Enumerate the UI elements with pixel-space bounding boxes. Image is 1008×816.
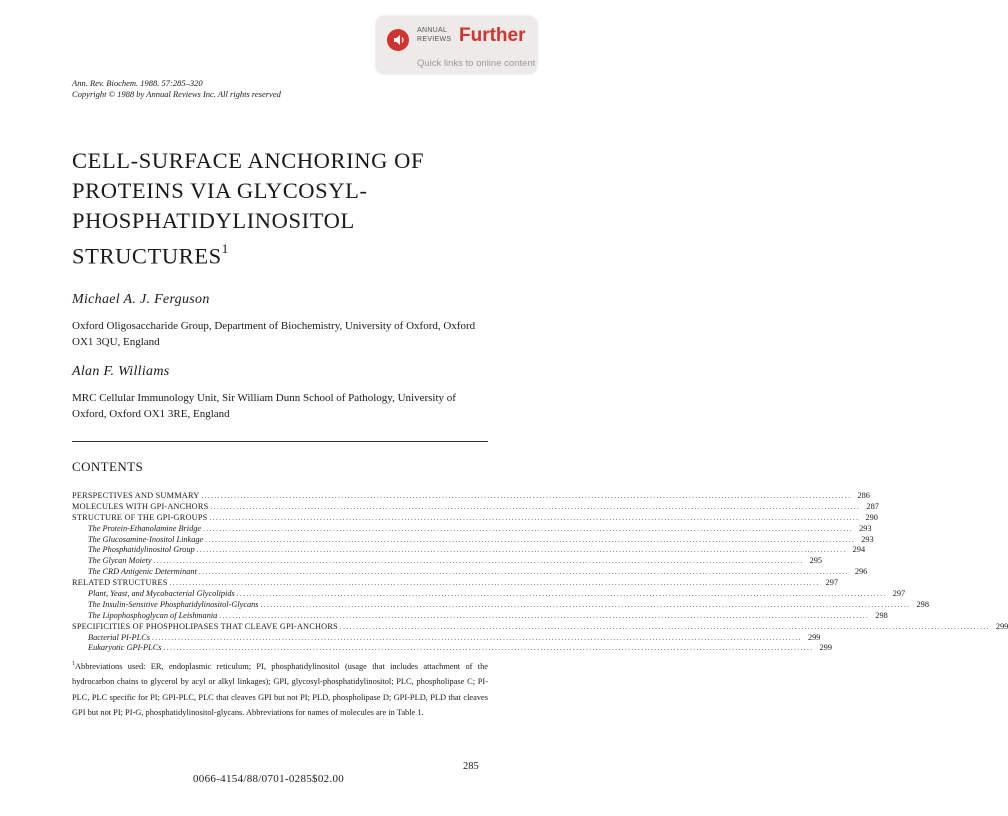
toc-entry-label: PERSPECTIVES AND SUMMARY: [72, 491, 200, 500]
toc-entry[interactable]: [72, 501, 879, 513]
toc-leader-dots: ........................................................................................................................................................................................................: [219, 611, 870, 620]
article-title: [72, 146, 424, 272]
toc-leader-dots: ........................................................................................................................................................................................................: [210, 502, 861, 511]
toc-leader-dots: ........................................................................................................................................................................................................: [152, 633, 802, 642]
toc-entry-label: The Insulin-Sensitive Phosphatidylinositol-Glycans: [88, 599, 259, 609]
toc-entry-page: 297: [825, 578, 839, 588]
toc-leader-dots: ........................................................................................................................................................................................................: [196, 546, 847, 555]
toc-entry[interactable]: [72, 523, 872, 535]
author-affiliation: Oxford Oligosaccharide Group, Department of Biochemistry, University of Oxford, Oxford OX1 3QU, England: [72, 320, 476, 348]
toc-entry-label: The Lipophosphoglycan of Leishmania: [88, 610, 218, 620]
toc-entry[interactable]: [72, 643, 832, 654]
toc-entry-label: Eukaryotic GPI-PLCs: [88, 643, 162, 653]
toc-entry[interactable]: [72, 512, 878, 524]
toc-entry[interactable]: [72, 621, 1008, 633]
section-divider: [72, 441, 488, 442]
author-name: Michael A. J. Ferguson: [72, 292, 210, 307]
toc-entry-page: 294: [852, 545, 866, 555]
toc-entry-label: The Phosphatidylinositol Group: [88, 545, 195, 555]
toc-entry[interactable]: [72, 534, 874, 546]
badge-subtitle: Quick links to online content: [417, 58, 536, 69]
page-number: 285: [463, 761, 479, 772]
toc-leader-dots: ........................................................................................................................................................................................................: [201, 492, 852, 500]
toc-entry-label: The Protein-Ethanolamine Bridge: [88, 523, 202, 533]
toc-leader-dots: ........................................................................................................................................................................................................: [153, 557, 804, 566]
toc-leader-dots: ........................................................................................................................................................................................................: [163, 644, 814, 653]
footnote-text: Abbreviations used: ER, endoplasmic reticulum; PI, phosphatidylinositol (usage that includes attachment of the hydrocarbon chains to glycerol by acyl or alkyl linkages); GPI, glycosyl-phosphatidylinositol; PLC, phospholipase C; PI-PLC, PLC specific for PI; GPI-PLC, PLC that cleaves GPI but not PI; PLD, phospholipase D; GPI-PLD, PLD that cleaves GPI but not PI; PI-G, phosphatidylinositol-glycans. Abbreviations for names of molecules are in Table 1.: [72, 661, 488, 718]
toc-entry[interactable]: [72, 491, 870, 502]
journal-citation: [72, 78, 281, 100]
toc-leader-dots: ........................................................................................................................................................................................................: [236, 590, 887, 599]
abbreviations-footnote: [72, 657, 488, 721]
toc-entry-label: The CRD Antigenic Determinant: [88, 567, 197, 577]
title-line: CELL-SURFACE ANCHORING OF: [72, 148, 425, 173]
title-line: PHOSPHATIDYLINOSITOL: [72, 208, 355, 233]
toc-entry-page: 299: [808, 632, 821, 642]
toc-entry[interactable]: [72, 632, 821, 644]
title-line: [72, 236, 424, 272]
toc-entry-label: MOLECULES WITH GPI-ANCHORS: [72, 501, 209, 511]
badge-brand: Further: [459, 25, 526, 46]
title-footnote-mark: 1: [221, 241, 229, 256]
toc-entry-page: 298: [875, 610, 888, 620]
toc-entry-page: 299: [995, 621, 1008, 631]
speaker-icon: [386, 28, 410, 52]
toc-entry-label: Plant, Yeast, and Mycobacterial Glycolipids: [88, 589, 235, 599]
toc-entry-page: 299: [819, 643, 832, 653]
toc-entry[interactable]: [72, 610, 888, 622]
toc-entry-label: SPECIFICITIES OF PHOSPHOLIPASES THAT CLEAVE GPI-ANCHORS: [72, 621, 338, 631]
toc-entry-label: The Glucosamine-Inositol Linkage: [88, 534, 204, 544]
toc-entry-page: 297: [892, 589, 906, 599]
toc-leader-dots: ........................................................................................................................................................................................................: [209, 513, 860, 522]
toc-entry-page: 298: [916, 599, 929, 609]
citation-line: Ann. Rev. Biochem. 1988. 57:285–320: [72, 78, 203, 88]
toc-entry-page: 286: [857, 491, 870, 500]
toc-entry[interactable]: [72, 567, 868, 578]
toc-entry-page: 290: [865, 512, 878, 522]
footnote-mark: 1: [72, 661, 75, 667]
badge-annual: ANNUAL: [417, 27, 448, 34]
author-name: Alan F. Williams: [72, 364, 170, 379]
table-of-contents: [72, 491, 1008, 654]
toc-entry[interactable]: [72, 556, 823, 567]
badge-reviews: REVIEWS: [417, 36, 452, 43]
contents-heading: CONTENTS: [72, 459, 144, 474]
price-code: 0066-4154/88/0701-0285$02.00: [193, 773, 345, 785]
toc-leader-dots: ........................................................................................................................................................................................................: [339, 622, 990, 631]
toc-leader-dots: ........................................................................................................................................................................................................: [205, 535, 856, 544]
toc-entry[interactable]: [72, 589, 906, 600]
toc-entry-label: RELATED STRUCTURES: [72, 578, 168, 588]
author-affiliation: MRC Cellular Immunology Unit, Sir William Dunn School of Pathology, University of Oxford, Oxford OX1 3RE, England: [72, 392, 456, 420]
toc-entry-page: 293: [859, 523, 872, 533]
toc-entry-page: 287: [866, 501, 879, 511]
further-badge[interactable]: [376, 16, 537, 74]
toc-entry[interactable]: [72, 545, 866, 556]
title-line: PROTEINS VIA GLYCOSYL-: [72, 178, 368, 203]
title-line-text: STRUCTURES: [72, 243, 222, 269]
toc-leader-dots: ........................................................................................................................................................................................................: [203, 524, 854, 533]
toc-entry-label: STRUCTURE OF THE GPI-GROUPS: [72, 512, 208, 522]
toc-entry-label: The Glycan Moiety: [88, 556, 152, 566]
toc-leader-dots: ........................................................................................................................................................................................................: [198, 568, 849, 577]
copyright-line: Copyright © 1988 by Annual Reviews Inc. All rights reserved: [72, 89, 281, 99]
toc-entry-page: 295: [809, 556, 823, 566]
toc-entry-page: 293: [861, 534, 874, 544]
toc-entry[interactable]: [72, 578, 839, 589]
toc-entry[interactable]: [72, 599, 929, 611]
toc-entry-label: Bacterial PI-PLCs: [88, 632, 150, 642]
toc-leader-dots: ........................................................................................................................................................................................................: [169, 579, 820, 588]
toc-leader-dots: ........................................................................................................................................................................................................: [260, 600, 911, 609]
toc-entry-page: 296: [854, 567, 868, 577]
